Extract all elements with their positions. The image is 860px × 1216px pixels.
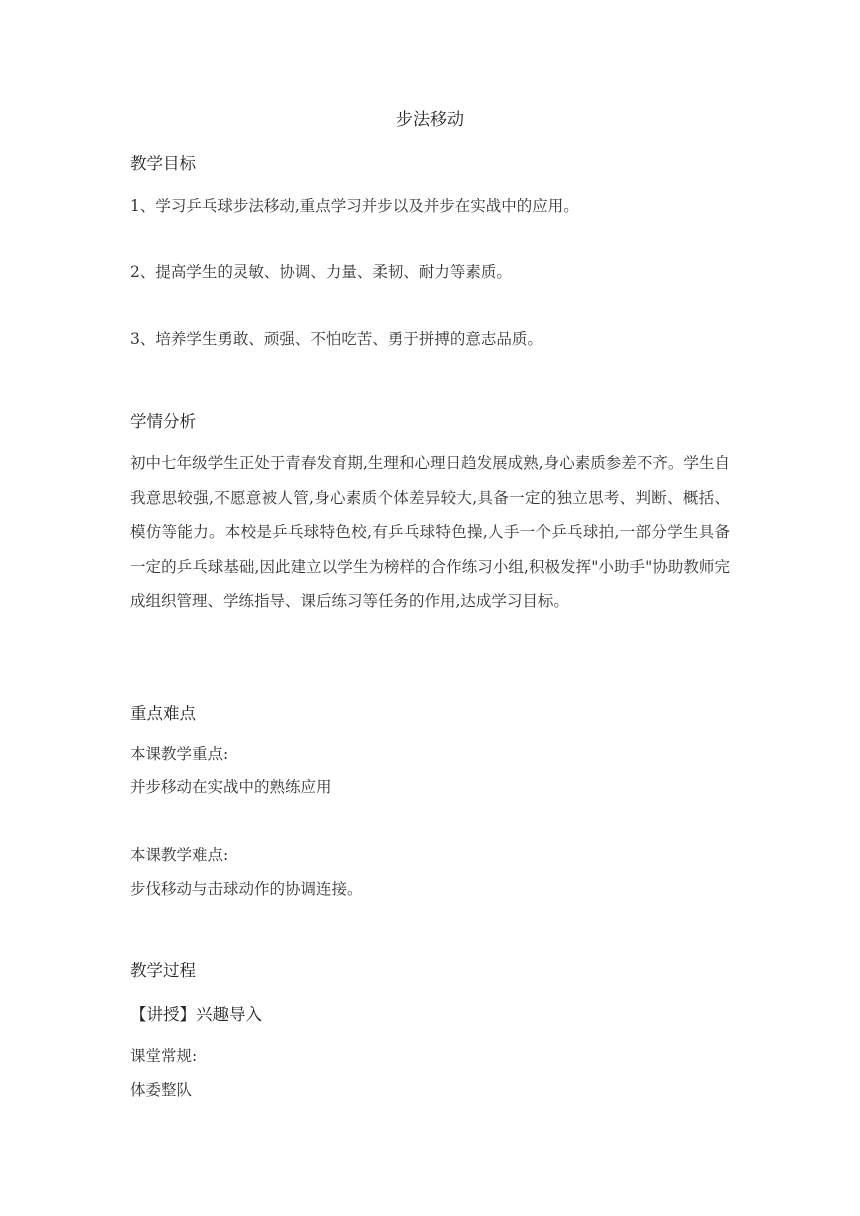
process-subheading: 【讲授】兴趣导入 [130,1005,262,1024]
objective-item-2: 2、提高学生的灵敏、协调、力量、柔韧、耐力等素质。 [130,263,512,281]
routine-text: 体委整队 [130,1081,193,1099]
process-heading: 教学过程 [130,961,196,980]
objectives-heading: 教学目标 [130,154,196,173]
focus-label: 本课教学重点: [130,745,229,763]
objective-item-1: 1、学习乒乓球步法移动,重点学习并步以及并步在实战中的应用。 [130,197,579,215]
analysis-heading: 学情分析 [130,412,196,431]
document-title: 步法移动 [396,110,464,130]
analysis-paragraph: 初中七年级学生正处于青春发育期,生理和心理日趋发展成熟,身心素质参差不齐。学生自我意思较强,不愿意被人管,身心素质个体差异较大,具备一定的独立思考、判断、概括、模仿等能力。本校是乒乓球特色校,有乒乓球特色操,人手一个乒乓球拍,一部分学生具备一定的乒乓球基础,因此建立以学生为榜样的合作练习小组,积极发挥"小助手"协助教师完成组织管理、学练指导、课后练习等任务的作用,达成学习目标。 [130,454,730,611]
objective-item-3: 3、培养学生勇敢、顽强、不怕吃苦、勇于拼搏的意志品质。 [130,330,543,348]
routine-label: 课堂常规: [130,1047,198,1065]
focus-text: 并步移动在实战中的熟练应用 [130,778,332,796]
key-points-heading: 重点难点 [130,704,196,723]
difficulty-text: 步伐移动与击球动作的协调连接。 [130,880,363,898]
difficulty-label: 本课教学难点: [130,846,229,864]
